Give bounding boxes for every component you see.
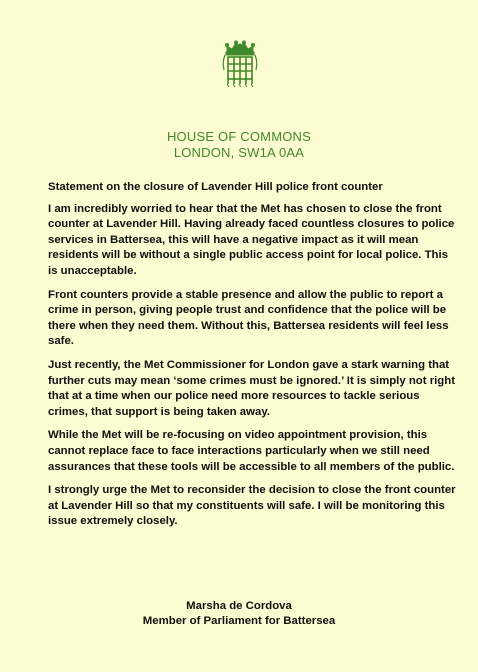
- statement-paragraph-4: While the Met will be re-focusing on video appointment provision, this cannot replace face to face interactions particularly when we still need assurances that these tools will be accessible to all members of the public.: [48, 429, 455, 473]
- letterhead: [0, 129, 478, 161]
- signature-role: Member of Parliament for Battersea: [142, 615, 336, 627]
- letterhead-line-1: HOUSE OF COMMONS: [166, 129, 312, 144]
- letterhead-line-2: LONDON, SW1A 0AA: [173, 145, 305, 160]
- portcullis-crest-icon: [219, 40, 261, 88]
- statement-paragraph-3: Just recently, the Met Commissioner for London gave a stark warning that further cuts may mean ‘some crimes must be ignored.’ It is simply not right that at a time when our police need more resources to tackle serious crimes, that support is being taken away.: [48, 358, 455, 418]
- signature-block: [0, 599, 478, 629]
- statement-paragraph-5: I strongly urge the Met to reconsider the decision to close the front counter at Lavender Hill so that my constituents will safe. I will be monitoring this issue extremely closely.: [48, 484, 456, 528]
- statement-paragraph-2: Front counters provide a stable presence and allow the public to report a crime in person, giving people trust and confidence that the police will be there when they need them. Without this, Battersea residents will feel less safe.: [48, 288, 449, 348]
- statement-paragraph-1: I am incredibly worried to hear that the Met has chosen to close the front counter at Lavender Hill. Having already faced countless closures to police services in Battersea, this will have a negative impact as it will mean residents will be without a single public access point for local police. This is unacceptable.: [48, 202, 455, 277]
- signature-name: Marsha de Cordova: [186, 600, 292, 612]
- statement-body: [48, 180, 456, 538]
- statement-title: Statement on the closure of Lavender Hill police front counter: [48, 181, 383, 193]
